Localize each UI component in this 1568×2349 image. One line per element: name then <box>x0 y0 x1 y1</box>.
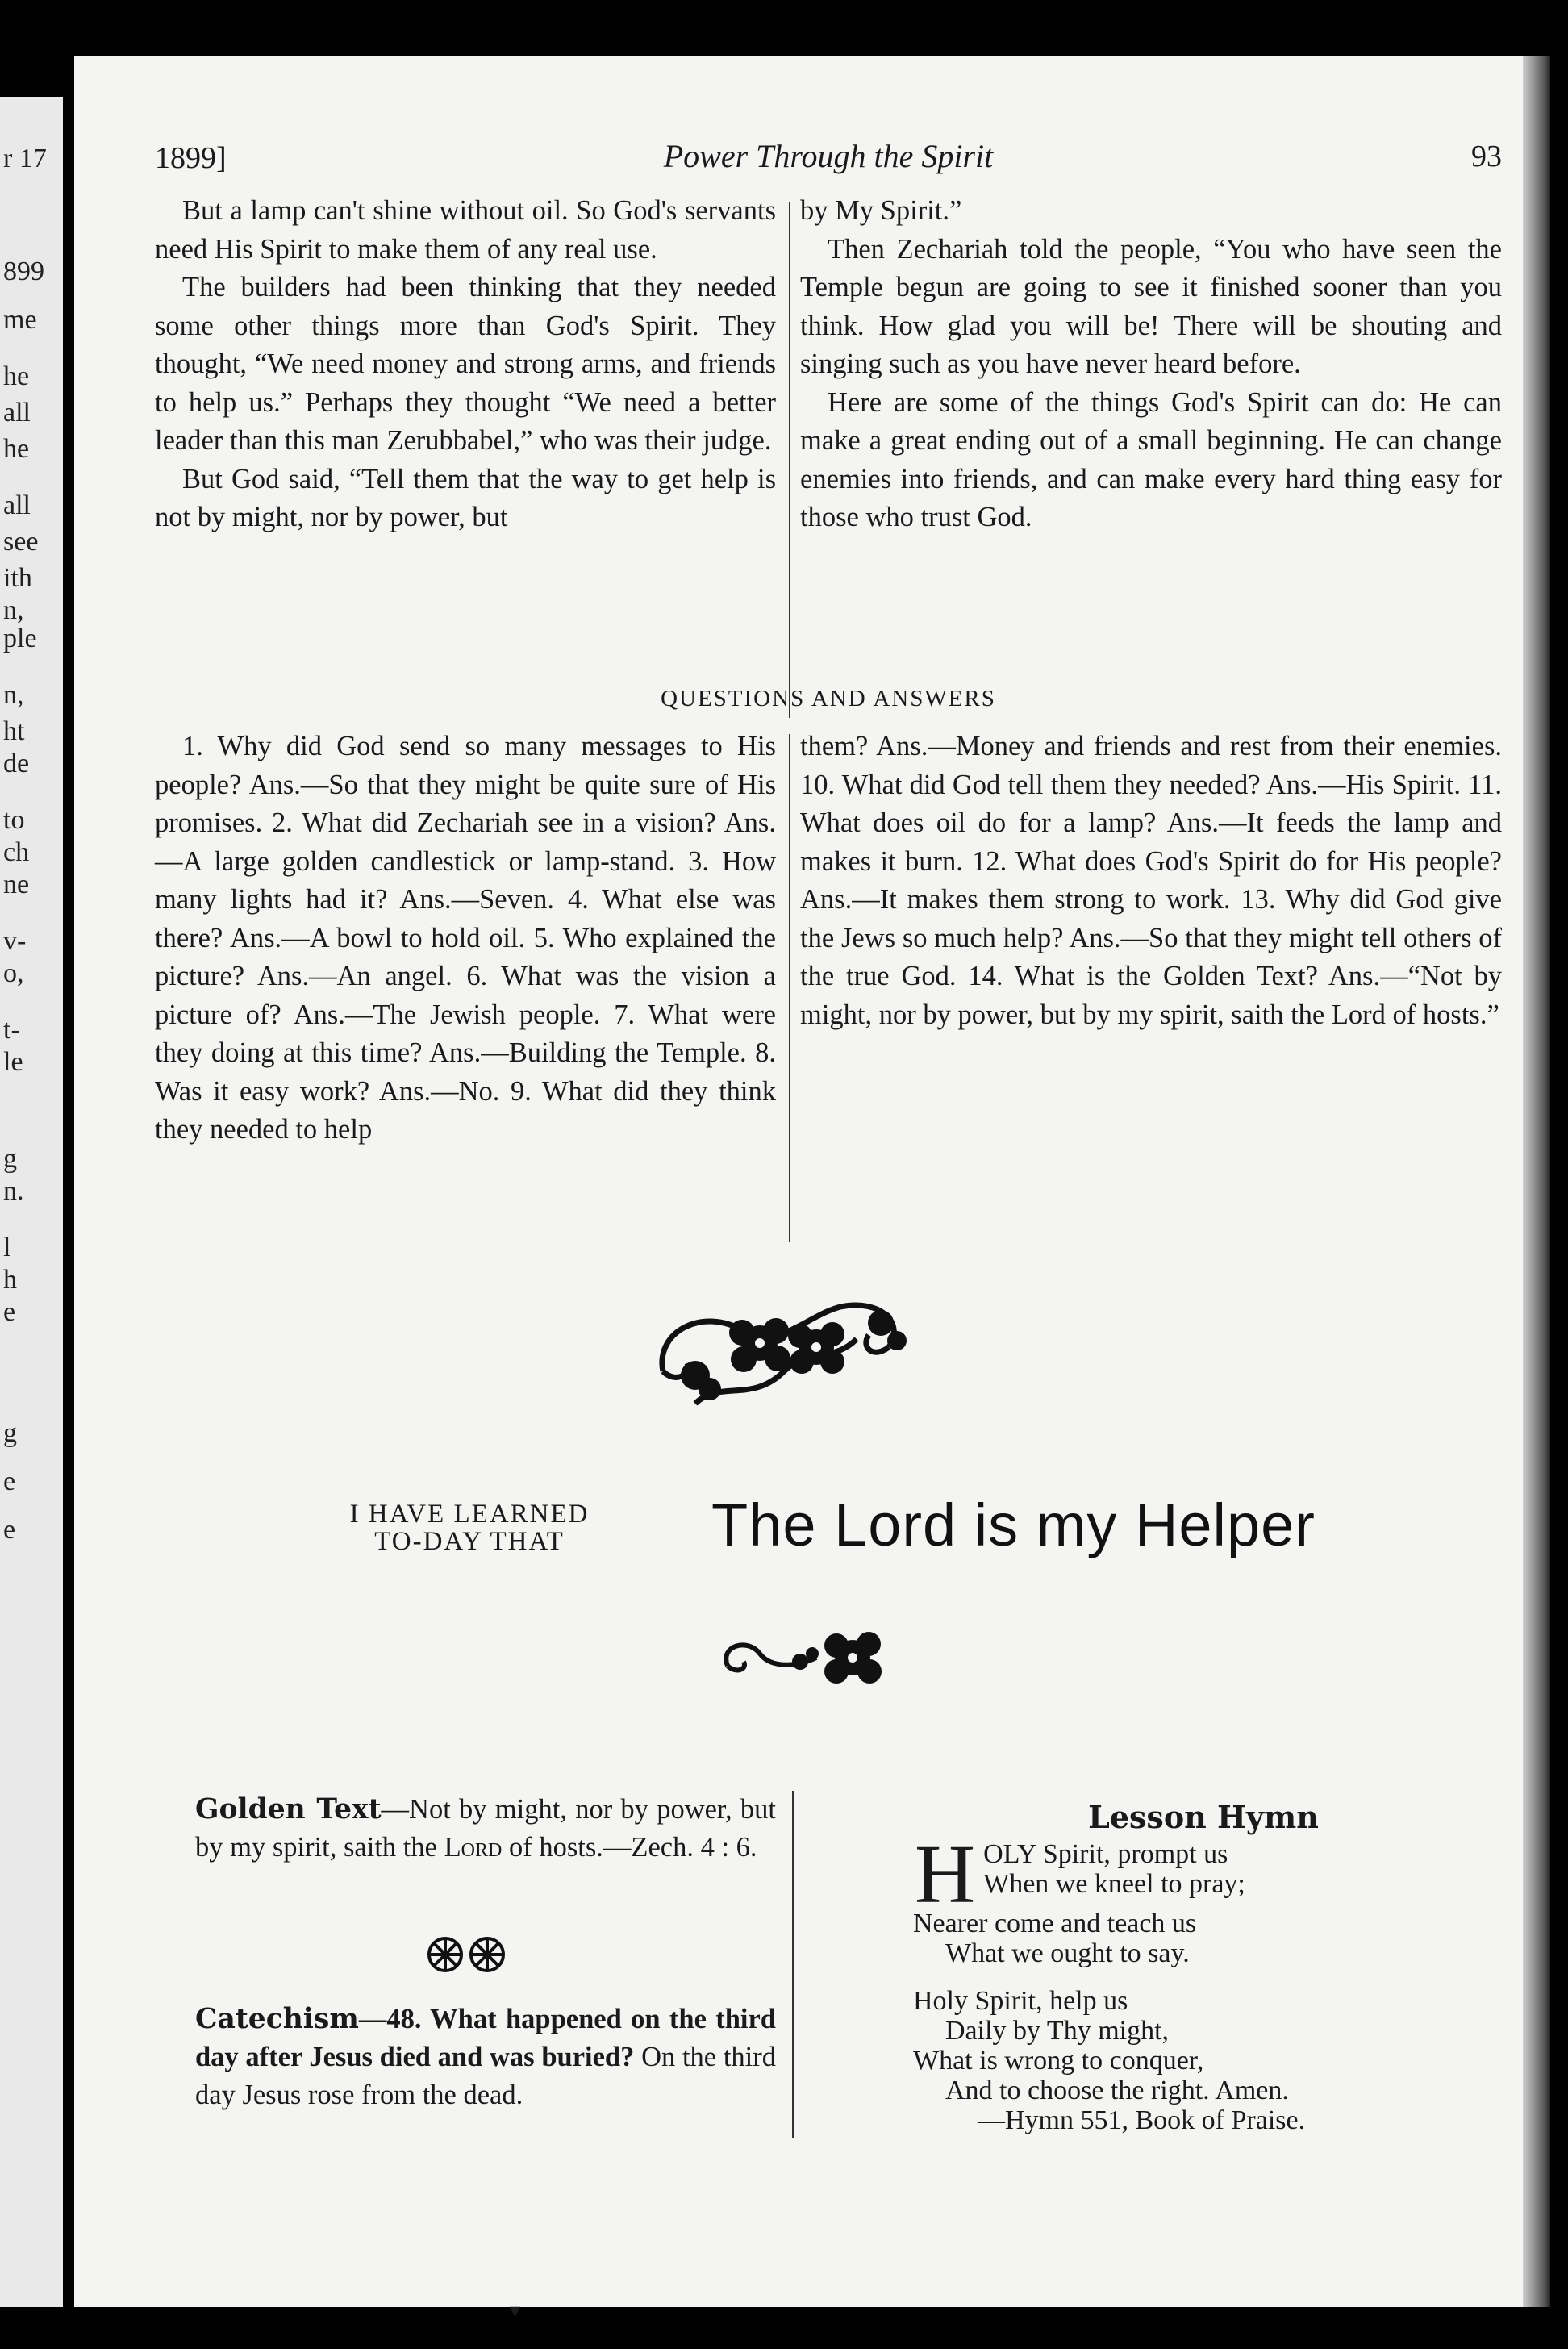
hymn-text <box>913 1828 1494 2135</box>
page-number: 93 <box>1471 140 1502 173</box>
hymn-line: What is wrong to conquer, <box>913 2046 1204 2076</box>
learned-statement: The Lord is my Helper <box>711 1492 1316 1558</box>
previous-page-fragment: e <box>3 1515 16 1545</box>
body-paragraph: But a lamp can't shine without oil. So God's servants need His Spirit to make them of any real use. <box>155 195 776 265</box>
catechism-label: Catechism <box>195 2003 359 2035</box>
stanza-gap <box>913 1968 1494 1986</box>
previous-page-fragment: me <box>3 305 37 335</box>
previous-page-fragment: g <box>3 1144 17 1174</box>
body-right-column <box>800 192 1502 537</box>
body-paragraph: Then Zechariah told the people, “You who have seen the Temple begun are going to see it finished sooner than you think. How glad you will be! There will be shouting and singing such as you have never heard before. <box>800 233 1502 379</box>
catechism <box>195 2001 776 2114</box>
body-paragraph: Here are some of the things God's Spirit can do: He can make a great ending out of a small beginning. He can change enemies into friends, and can make every hard thing easy for those who trust God. <box>800 386 1502 532</box>
qa-right-column <box>800 728 1502 1034</box>
hymn-line: What we ought to say. <box>945 1938 1190 1968</box>
body-paragraph: But God said, “Tell them that the way to get help is not by might, nor by power, but <box>155 463 776 532</box>
floral-ornament <box>647 1283 937 1420</box>
previous-page-fragment: l <box>3 1233 11 1262</box>
page <box>74 56 1550 2323</box>
body-paragraph: by My Spirit.” <box>800 195 962 226</box>
printer-mark: ▾ <box>510 2299 521 2323</box>
hymn-drop-cap: H <box>915 1828 976 1921</box>
previous-page-fragment: ple <box>3 624 37 653</box>
qa-column-divider <box>789 734 790 1242</box>
golden-text-reference: of hosts.—Zech. 4 : 6. <box>502 1832 757 1863</box>
rosette-ornament <box>423 1934 511 1975</box>
questions-heading: QUESTIONS AND ANSWERS <box>661 686 996 711</box>
previous-page-fragment: le <box>3 1047 23 1077</box>
previous-page-fragment: n. <box>3 1176 24 1206</box>
catechism-answer: On the third day Jesus rose from the dead. <box>195 2042 776 2110</box>
scroll-ornament <box>711 1621 897 1694</box>
previous-page-edge <box>0 97 63 2307</box>
running-head-title: Power Through the Spirit <box>663 138 994 174</box>
hymn-line: Holy Spirit, help us <box>913 1986 1128 2016</box>
page-edge-shadow <box>1523 56 1550 2307</box>
previous-page-fragment: r 17 <box>3 144 47 173</box>
golden-text-lord: Lord <box>444 1832 503 1863</box>
golden-text-body: —Not by might, nor by power, but by my spirit, saith the <box>195 1794 776 1863</box>
previous-page-fragment: n, <box>3 680 24 710</box>
hymn-line: And to choose the right. Amen. <box>945 2076 1289 2105</box>
previous-page-fragment: e <box>3 1467 16 1496</box>
previous-page-fragment: ch <box>3 837 30 867</box>
running-head-year: 1899] <box>155 141 227 175</box>
hymn-line: OLY Spirit, prompt us <box>983 1839 1228 1869</box>
previous-page-fragment: ht <box>3 716 25 746</box>
qa-text: them? Ans.—Money and friends and rest from their enemies. 10. What did God tell them they needed? Ans.—His Spirit. 11. What does oil do for a lamp? Ans.—It feeds the lamp and makes it burn. 12. What does God's Spirit do for His people? Ans.—It makes them strong to work. 13. Why did God give the Jews so much help? Ans.—So that they might tell others of the true God. 14. What is the Golden Text? Ans.—“Not by might, nor by power, but by my spirit, saith the Lord of hosts.” <box>800 731 1502 1030</box>
golden-text-label: Golden Text <box>195 1793 382 1825</box>
previous-page-fragment: de <box>3 749 30 778</box>
hymn-line: Nearer come and teach us <box>913 1909 1197 1938</box>
qa-left-column <box>155 728 776 1149</box>
learned-label <box>276 1500 663 1555</box>
previous-page-fragment: t- <box>3 1015 20 1045</box>
previous-page-fragment: n, <box>3 595 24 625</box>
qa-text: 1. Why did God send so many messages to His people? Ans.—So that they might be quite sure of His promises. 2. What did Zechariah see in a vision? Ans.—A large golden candlestick or lamp-stand. 3. How many lights had it? Ans.—Seven. 4. What else was there? Ans.—A bowl to hold oil. 5. Who explained the picture? Ans.—An angel. 6. What was the vision a picture of? Ans.—The Jewish people. 7. What were they doing at this time? Ans.—Building the Temple. 8. Was it easy work? Ans.—No. 9. What did they think they needed to help <box>155 731 776 1145</box>
running-head <box>155 134 1502 182</box>
previous-page-fragment: g <box>3 1418 17 1448</box>
hymn-attribution: —Hymn 551, Book of Praise. <box>978 2105 1306 2135</box>
lower-column-divider <box>792 1791 794 2138</box>
previous-page-fragment: he <box>3 361 30 391</box>
previous-page-fragment: ne <box>3 870 30 899</box>
previous-page-fragment: ith <box>3 563 32 593</box>
column-divider <box>789 202 790 718</box>
learned-label-line: TO-DAY THAT <box>374 1527 565 1556</box>
catechism-question: —48. What happened on the third day after Jesus died and was buried? <box>195 2004 776 2072</box>
learned-label-line: I HAVE LEARNED <box>349 1500 590 1529</box>
previous-page-fragment: 899 <box>3 257 44 286</box>
body-paragraph: The builders had been thinking that they needed some other things more than God's Spirit. They thought, “We need money and strong arms, and friends to help us.” Perhaps they thought “We need a better leader than this man Zerubbabel,” who was their judge. <box>155 272 776 456</box>
golden-text <box>195 1791 776 1867</box>
previous-page-fragment: see <box>3 527 39 557</box>
hymn-title: Lesson Hymn <box>1088 1799 1319 1835</box>
previous-page-fragment: all <box>3 490 31 520</box>
previous-page-fragment: to <box>3 805 25 835</box>
body-left-column <box>155 192 776 537</box>
previous-page-fragment: all <box>3 398 31 428</box>
hymn-line: Daily by Thy might, <box>945 2016 1170 2046</box>
previous-page-fragment: v- <box>3 926 27 956</box>
previous-page-fragment: e <box>3 1297 16 1327</box>
previous-page-fragment: h <box>3 1265 17 1295</box>
hymn-line: When we kneel to pray; <box>983 1869 1245 1899</box>
previous-page-fragment: he <box>3 434 30 464</box>
previous-page-fragment: o, <box>3 958 24 988</box>
